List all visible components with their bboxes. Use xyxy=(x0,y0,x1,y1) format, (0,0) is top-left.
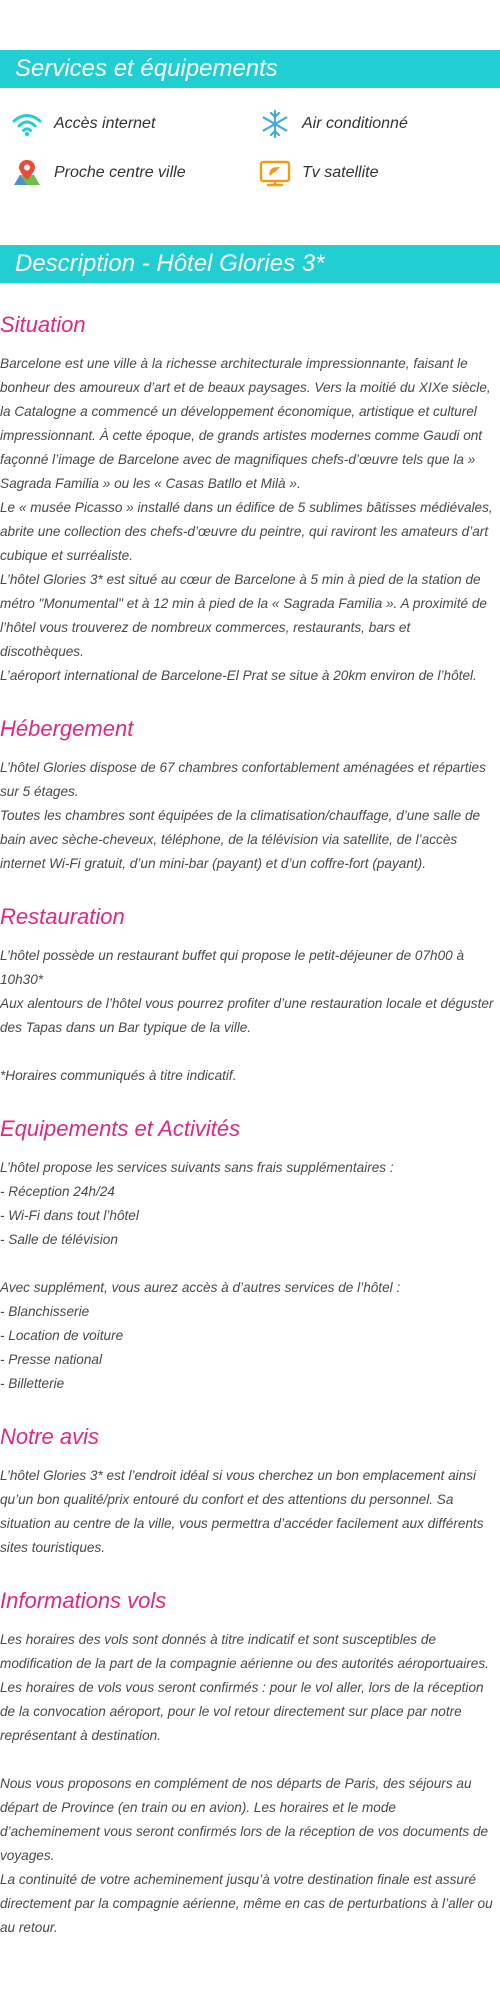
service-label: Proche centre ville xyxy=(54,164,186,181)
service-satellite-tv xyxy=(258,157,378,189)
paragraph: Le « musée Picasso » installé dans un édifice de 5 sublimes bâtisses médiévales, abrite une collection des chefs-d’œuvre du peintre, qui raviront les amateurs d’art cubique et surréaliste. xyxy=(0,500,493,563)
list-item: - Salle de télévision xyxy=(0,1232,118,1247)
list-item: - Réception 24h/24 xyxy=(0,1184,115,1199)
section-vols xyxy=(0,1586,497,1940)
services-header: Services et équipements xyxy=(0,50,500,88)
description-header: Description - Hôtel Glories 3* xyxy=(0,245,500,283)
section-heading: Informations vols xyxy=(0,1588,167,1613)
section-avis xyxy=(0,1422,497,1560)
paragraph: Toutes les chambres sont équipées de la climatisation/chauffage, d’une salle de bain avec sèche-cheveux, téléphone, de la télévision via satellite, de l’accès internet Wi-Fi gratuit, d’un mini-bar (payant) et d’un coffre-fort (payant). xyxy=(0,808,481,871)
section-heading: Restauration xyxy=(0,904,125,929)
paragraph: L’hôtel possède un restaurant buffet qui propose le petit-déjeuner de 07h00 à 10h30* xyxy=(0,948,465,987)
section-heading: Notre avis xyxy=(0,1424,100,1449)
service-city-center xyxy=(10,157,186,189)
section-situation xyxy=(0,310,497,688)
paragraph: Barcelone est une ville à la richesse architecturale impressionnante, faisant le bonheur des amoureux d’art et de beaux paysages. Vers la moitié du XIXe siècle, la Catalogne a commencé un développement économique, artistique et culturel impressionnant. À cette époque, de grands artistes modernes comme Gaudi ont façonné l’image de Barcelone avec de magnifiques chefs-d’œuvre tels que la » Sagrada Familia » ou les « Casas Batllo et Milà ». xyxy=(0,356,491,491)
section-heading: Situation xyxy=(0,312,86,337)
section-equipements xyxy=(0,1114,497,1396)
section-restauration xyxy=(0,902,497,1088)
map-pin-icon xyxy=(10,157,44,189)
section-heading: Equipements et Activités xyxy=(0,1116,241,1141)
service-label: Accès internet xyxy=(54,115,156,132)
section-heading: Hébergement xyxy=(0,716,134,741)
paragraph: L’hôtel Glories 3* est l’endroit idéal si vous cherchez un bon emplacement ainsi qu’un bon qualité/prix entouré du confort et des attentions du personnel. Sa situation au centre de la ville, vous permettra d’accéder facilement aux différents sites touristiques. xyxy=(0,1468,484,1555)
list-item: - Blanchisserie xyxy=(0,1304,90,1319)
footnote: *Horaires communiqués à titre indicatif. xyxy=(0,1068,237,1083)
paragraph: Nous vous proposons en complément de nos départs de Paris, des séjours au départ de Province (en train ou en avion). Les horaires et le mode d’acheminement vous seront confirmés lors de la réception de vos documents de voyages. xyxy=(0,1776,489,1863)
paragraph: L’hôtel propose les services suivants sans frais supplémentaires : xyxy=(0,1160,394,1175)
description-content xyxy=(0,310,497,1966)
paragraph: L’hôtel Glories 3* est situé au cœur de Barcelone à 5 min à pied de la station de métro "Monumental" et à 12 min à pied de la « Sagrada Familia ». A proximité de l’hôtel vous trouverez de nombreux commerces, restaurants, bars et discothèques. xyxy=(0,572,487,659)
service-internet xyxy=(10,108,155,140)
service-label: Tv satellite xyxy=(302,164,379,181)
wifi-icon xyxy=(10,108,44,140)
list-item: - Presse national xyxy=(0,1352,103,1367)
list-item: - Location de voiture xyxy=(0,1328,124,1343)
paragraph: Avec supplément, vous aurez accès à d’autres services de l’hôtel : xyxy=(0,1280,401,1295)
snowflake-icon xyxy=(258,108,292,140)
paragraph: Les horaires de vols vous seront confirmés : pour le vol aller, lors de la réception de la convocation aéroport, pour le vol retour directement sur place par notre représentant à destination. xyxy=(0,1680,484,1743)
paragraph: La continuité de votre acheminement jusqu’à votre destination finale est assuré directement par la compagnie aérienne, même en cas de perturbations à l’aller ou au retour. xyxy=(0,1872,493,1935)
paragraph: Les horaires des vols sont donnés à titre indicatif et sont susceptibles de modification de la part de la compagnie aérienne ou des autorités aéroportuaires. xyxy=(0,1632,489,1671)
paragraph: L’hôtel Glories dispose de 67 chambres confortablement aménagées et réparties sur 5 étages. xyxy=(0,760,486,799)
section-hebergement xyxy=(0,714,497,876)
list-item: - Billetterie xyxy=(0,1376,65,1391)
paragraph: L’aéroport international de Barcelone-El Prat se situe à 20km environ de l’hôtel. xyxy=(0,668,477,683)
paragraph: Aux alentours de l’hôtel vous pourrez profiter d’une restauration locale et déguster des Tapas dans un Bar typique de la ville. xyxy=(0,996,494,1035)
service-label: Air conditionné xyxy=(302,115,408,132)
satellite-tv-icon xyxy=(258,157,292,189)
list-item: - Wi-Fi dans tout l’hôtel xyxy=(0,1208,139,1223)
service-air-conditioning xyxy=(258,108,408,140)
